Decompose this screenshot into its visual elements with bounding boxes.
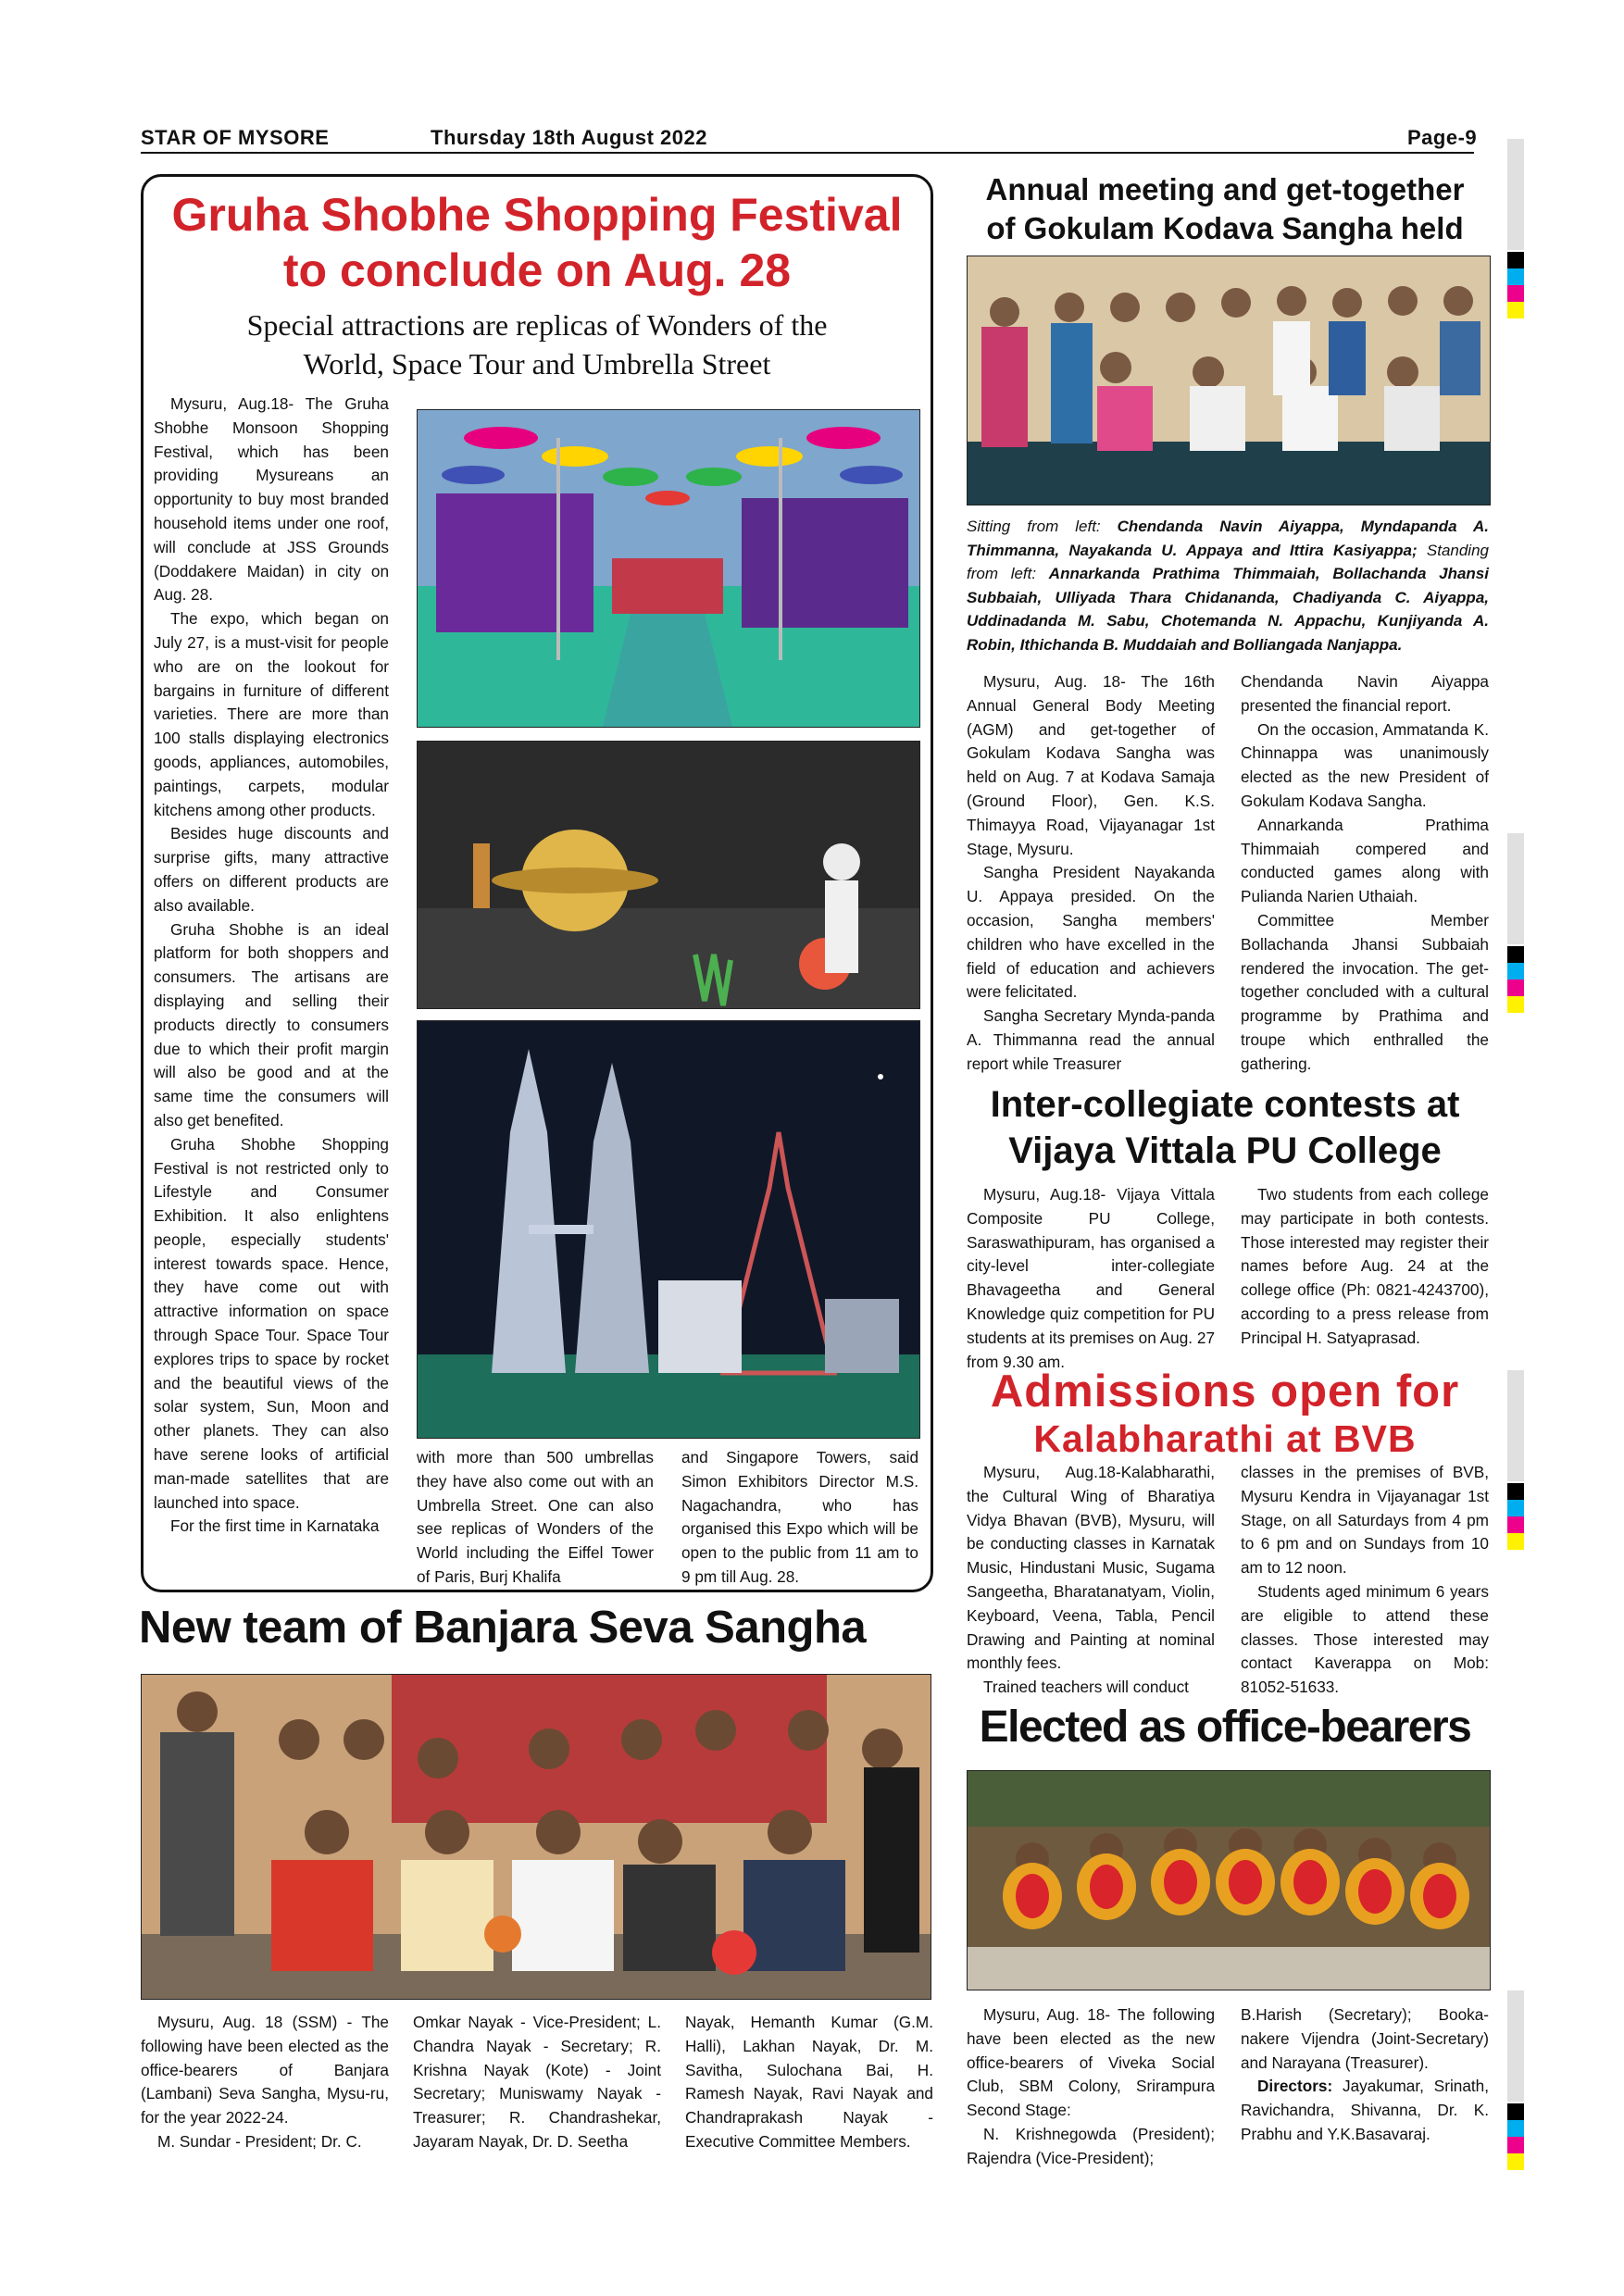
vijaya-headline-line2: Vijaya Vittala PU College — [1008, 1130, 1442, 1171]
gruha-column-1 — [154, 393, 389, 1539]
kodava-headline-line2: of Gokulam Kodava Sangha held — [986, 211, 1464, 245]
vijaya-paragraph: Two students from each college may participate in both contests. Those interested may register their names before Aug. 24 at the college office (Ph: 0821-4243700), according to a press release from Principal H. Satyaprasad. — [1241, 1185, 1489, 1347]
bvb-paragraph: Mysuru, Aug.18-Kalabharathi, the Cultural Wing of Bharatiya Vidya Bhavan (BVB), Mysuru, will be conducting classes in Karnatak Music, Hindustani Music, Sugama Sangeetha, Bharatanatyam, Violin, Keyboard, Veena, Tabla, Pencil Drawing and Painting at nominal monthly fees. — [967, 1463, 1215, 1673]
color-registration-mark — [1507, 1483, 1524, 1550]
gruha-column-3 — [681, 1446, 918, 1590]
elected-column-2 — [1241, 2003, 1489, 2147]
kodava-column-1 — [967, 670, 1215, 1077]
gruha-subhead-line1: Special attractions are replicas of Wonders of the — [246, 308, 828, 342]
bvb-paragraph: classes in the premises of BVB, Mysuru Kendra in Vijayanagar 1st Stage, on all Saturdays from 4 pm to 6 pm and on Sundays from 10 am to 12 noon. — [1241, 1463, 1489, 1578]
kodava-paragraph: Chendanda Navin Aiyappa presented the financial report. — [1241, 672, 1489, 715]
vijaya-column-1 — [967, 1183, 1215, 1374]
gruha-column-2 — [417, 1446, 654, 1590]
bvb-headline — [961, 1366, 1489, 1461]
elected-headline: Elected as office-bearers — [979, 1703, 1471, 1752]
masthead-date: Thursday 18th August 2022 — [431, 126, 707, 149]
elected-paragraph: B.Harish (Secretary); Booka-nakere Vijendra (Joint-Secretary) and Narayana (Treasurer). — [1241, 2005, 1489, 2072]
banjara-column-1 — [141, 2011, 389, 2154]
vijaya-headline-line1: Inter-collegiate contests at — [990, 1084, 1460, 1125]
gruha-headline — [148, 187, 926, 298]
banjara-headline: New team of Banjara Seva Sangha — [139, 1603, 867, 1653]
banjara-paragraph: Nayak, Hemanth Kumar (G.M. Halli), Lakhan Nayak, Dr. M. Savitha, Sulochana Bai, H. Ramesh Nayak, Ravi Nayak and Chandraprakash Nayak - Executive Committee Members. — [685, 2013, 933, 2151]
caption-names: Annarkanda Prathima Thimmaiah, Bollachanda Jhansi Subbaiah, Ulliyada Thara Chidananda, Chadiyanda C. Aiyappa, Uddinadanda M. Sabu, Chotemanda N. Appachu, Kunjiyanda A. Robin, Ithichanda B. Muddaiah and Bolliangada Nanjappa. — [967, 565, 1489, 654]
bvb-column-1 — [967, 1461, 1215, 1700]
towers-replica-photo — [417, 1020, 920, 1439]
kodava-paragraph: On the occasion, Ammatanda K. Chinnappa was unanimously elected as the new President of Gokulam Kodava Sangha. — [1241, 719, 1489, 810]
margin-strip — [1507, 139, 1524, 250]
kodava-paragraph: Sangha President Nayakanda U. Appaya presided. On the occasion, Sangha members' children who have excelled in the field of education and achievers were felicitated. — [967, 863, 1215, 1002]
gruha-paragraph: The expo, which began on July 27, is a must-visit for people who are on the lookout for bargains in furniture of different varieties. There are more than 100 stalls displaying electronics goods, appliances, automobiles, paintings, carpets, modular kitchens among other products. — [154, 609, 389, 819]
kodava-paragraph: Sangha Secretary Mynda-panda A. Thimmanna read the annual report while Treasurer — [967, 1006, 1215, 1073]
margin-strip — [1507, 1370, 1524, 1481]
elected-group-photo — [967, 1770, 1491, 1990]
kodava-photo-caption — [967, 515, 1489, 656]
masthead-page: Page-9 — [1407, 126, 1478, 149]
directors-names: Jayakumar, Srinath, Ravichandra, Shivanna, Dr. K. Prabhu and Y.K.Basavaraj. — [1241, 2077, 1489, 2143]
masthead-rule — [141, 152, 1474, 154]
vijaya-column-2 — [1241, 1183, 1489, 1351]
gruha-subhead-line2: World, Space Tour and Umbrella Street — [303, 347, 771, 381]
banjara-paragraph: M. Sundar - President; Dr. C. — [157, 2131, 362, 2151]
kodava-headline-line1: Annual meeting and get-together — [985, 172, 1465, 206]
gruha-paragraph: with more than 500 umbrellas they have also come out with an Umbrella Street. One can also see replicas of Wonders of the World including the Eiffel Tower of Paris, Burj Khalifa — [417, 1448, 654, 1586]
caption-label: Sitting from left: — [967, 518, 1118, 535]
margin-strip — [1507, 1990, 1524, 2102]
gruha-paragraph: For the first time in Karnataka — [170, 1516, 380, 1536]
margin-strip — [1507, 833, 1524, 944]
kodava-column-2 — [1241, 670, 1489, 1077]
bvb-headline-line1: Admissions open for — [990, 1366, 1460, 1416]
gruha-subheadline — [148, 306, 926, 383]
elected-paragraph: N. Krishnegowda (President); Rajendra (Vice-President); — [967, 2124, 1215, 2167]
bvb-column-2 — [1241, 1461, 1489, 1700]
vijaya-paragraph: Mysuru, Aug.18- Vijaya Vittala Composite PU College, Saraswathipuram, has organised a city-level inter-collegiate Bhavageetha and General Knowledge quiz competition for PU students at its premises on Aug. 27 from 9.30 am. — [967, 1185, 1215, 1371]
bvb-paragraph: Students aged minimum 6 years are eligible to attend these classes. Those interested may contact Kaverappa on Mob: 81052-51633. — [1241, 1581, 1489, 1697]
gruha-paragraph: Gruha Shobhe Shopping Festival is not restricted only to Lifestyle and Consumer Exhibition. It also enlightens people, especially students' interest towards space. Hence, they have come out with attractive information on space through Space Tour. Space Tour explores trips to space by rocket and the beautiful views of the solar system, Sun, Moon and other planets. They can also have serene looks of artificial man-made satellites that are launched into space. — [154, 1134, 389, 1512]
kodava-paragraph: Mysuru, Aug. 18- The 16th Annual General Body Meeting (AGM) and get-together of Gokulam Kodava Sangha was held on Aug. 7 at Kodava Samaja (Ground Floor), Gen. K.S. Thimayya Road, Vijayanagar 1st Stage, Mysuru. — [967, 672, 1215, 858]
color-registration-mark — [1507, 252, 1524, 318]
elected-paragraph: Mysuru, Aug. 18- The following have been elected as the new office-bearers of Viveka Social Club, SBM Colony, Srirampura Second Stage: — [967, 2005, 1215, 2120]
caption-names: Chendanda Navin Aiyappa, Myndapanda A. Thimmanna, Nayakanda U. Appaya and Ittira Kasiyappa; — [967, 518, 1489, 559]
space-tour-photo — [417, 741, 920, 1009]
directors-label: Directors: — [1257, 2077, 1333, 2096]
kodava-paragraph: Annarkanda Prathima Thimmaiah compered and conducted games along with Pulianda Narien Uthaiah. — [1241, 815, 1489, 906]
banjara-paragraph: Omkar Nayak - Vice-President; L. Chandra Nayak - Secretary; R. Krishna Nayak (Kote) - Joint Secretary; Muniswamy Nayak - Treasurer; R. Chandrashekar, Jayaram Nayak, Dr. D. Seetha — [413, 2013, 661, 2151]
masthead-paper: STAR OF MYSORE — [141, 126, 330, 149]
umbrella-street-photo — [417, 409, 920, 728]
kodava-paragraph: Committee Member Bollachanda Jhansi Subbaiah rendered the invocation. The get-together concluded with a cultural programme by Prathima and troupe which enthralled the gathering. — [1241, 910, 1489, 1073]
kodava-headline — [961, 170, 1489, 248]
gruha-paragraph: Besides huge discounts and surprise gifts, many attractive offers on different products are also available. — [154, 824, 389, 915]
banjara-column-3 — [685, 2011, 933, 2154]
banjara-column-2 — [413, 2011, 661, 2154]
color-registration-mark — [1507, 946, 1524, 1013]
caption-label: Standing from left: — [967, 541, 1489, 582]
gruha-headline-line2: to conclude on Aug. 28 — [282, 244, 792, 296]
vijaya-headline — [961, 1081, 1489, 1174]
elected-column-1 — [967, 2003, 1215, 2171]
kodava-group-photo — [967, 256, 1491, 505]
gruha-paragraph: Gruha Shobhe is an ideal platform for both shoppers and consumers. The artisans are displaying and selling their products directly to consumers due to which their profit margin will also be good and at the same time the consumers will also get benefited. — [154, 919, 389, 1129]
bvb-headline-line2: Kalabharathi at BVB — [1033, 1417, 1417, 1460]
banjara-paragraph: Mysuru, Aug. 18 (SSM) - The following have been elected as the office-bearers of Banjara (Lambani) Seva Sangha, Mysu-ru, for the year 2022-24. — [141, 2013, 389, 2128]
bvb-paragraph: Trained teachers will conduct — [983, 1678, 1189, 1697]
color-registration-mark — [1507, 2103, 1524, 2170]
gruha-paragraph: and Singapore Towers, said Simon Exhibitors Director M.S. Nagachandra, who has organised this Expo which will be open to the public from 11 am to 9 pm till Aug. 28. — [681, 1448, 918, 1586]
gruha-paragraph: Mysuru, Aug.18- The Gruha Shobhe Monsoon Shopping Festival, which has been providing Mysureans an opportunity to buy most branded household items under one roof, will conclude at JSS Grounds (Doddakere Maidan) in city on Aug. 28. — [154, 394, 389, 605]
gruha-headline-line1: Gruha Shobhe Shopping Festival — [171, 189, 903, 241]
banjara-group-photo — [141, 1674, 931, 2000]
